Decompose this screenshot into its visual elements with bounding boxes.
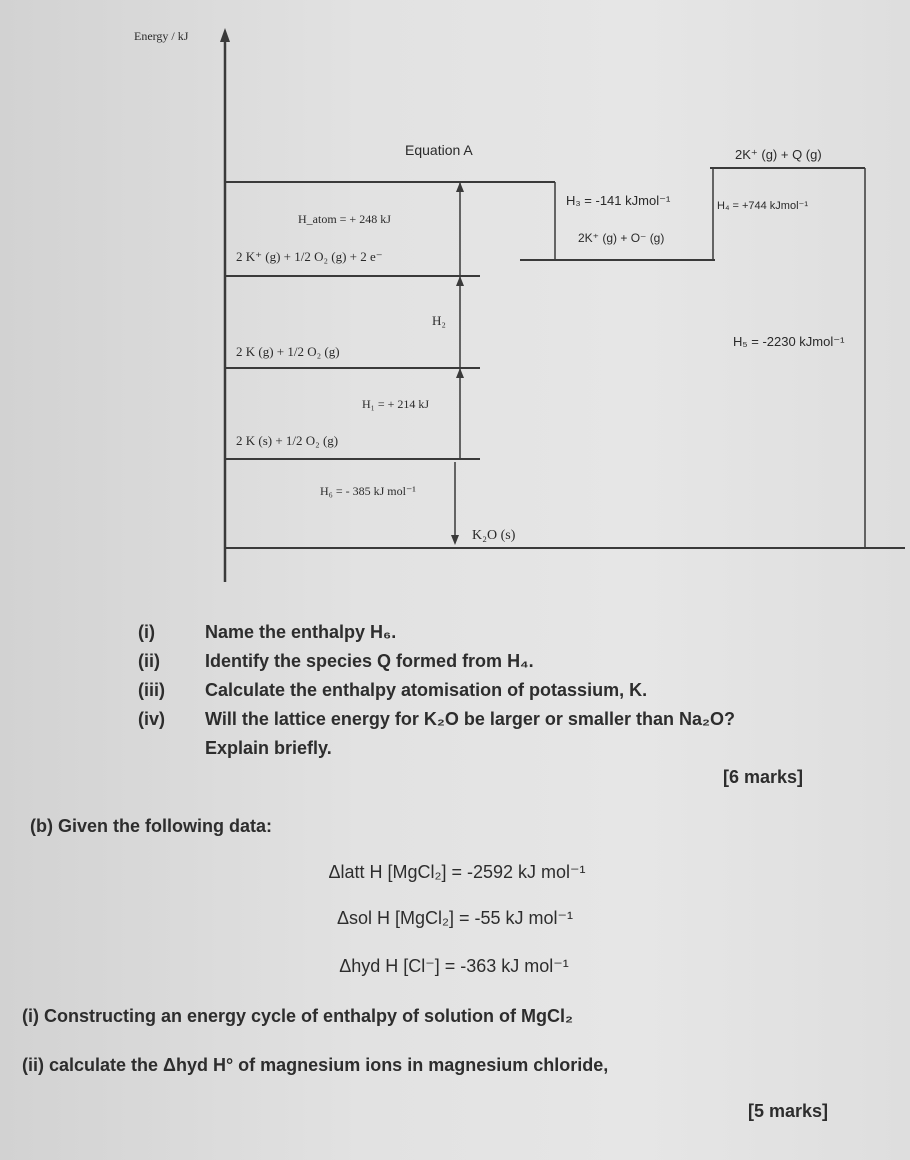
h1-label: H₁ = + 214 kJ xyxy=(362,397,430,411)
equation-a-label: Equation A xyxy=(405,142,473,158)
question-text-ii: Identify the species Q formed from H₄. xyxy=(205,651,534,671)
marks-part-a: [6 marks] xyxy=(723,767,804,787)
part-b-intro: (b) Given the following data: xyxy=(30,816,272,836)
question-num-i: (i) xyxy=(138,622,155,642)
h5-label: H₅ = -2230 kJmol⁻¹ xyxy=(733,334,845,349)
h2-label: H₂ xyxy=(432,313,446,328)
h3-label: H₃ = -141 kJmol⁻¹ xyxy=(566,193,671,208)
data-solution-mgcl2: Δsol H [MgCl₂] = -55 kJ mol⁻¹ xyxy=(336,908,574,928)
data-lattice-mgcl2: Δlatt H [MgCl₂] = -2592 kJ mol⁻¹ xyxy=(328,862,586,882)
h-atom-label: H_atom = + 248 kJ xyxy=(298,212,391,226)
part-b-question-ii: (ii) calculate the Δhyd H° of magnesium ions in magnesium chloride, xyxy=(22,1055,609,1075)
y-axis-label: Energy / kJ xyxy=(134,29,189,43)
question-text-i: Name the enthalpy H₆. xyxy=(205,622,397,642)
question-num-ii: (ii) xyxy=(138,651,160,671)
energy-axis-arrowhead xyxy=(220,28,230,42)
species-2k-solid: 2 K (s) + 1/2 O₂ (g) xyxy=(236,433,339,448)
species-2kq: 2K⁺ (g) + Q (g) xyxy=(735,147,822,162)
marks-part-b: [5 marks] xyxy=(748,1101,829,1121)
question-num-iii: (iii) xyxy=(138,680,165,700)
species-2kplus-ionised: 2 K⁺ (g) + 1/2 O₂ (g) + 2 e⁻ xyxy=(236,249,383,264)
explain-briefly: Explain briefly. xyxy=(205,738,332,758)
species-2k-gas: 2 K (g) + 1/2 O₂ (g) xyxy=(236,344,340,359)
data-hydration-cl: Δhyd H [Cl⁻] = -363 kJ mol⁻¹ xyxy=(339,956,569,976)
question-text-iv: Will the lattice energy for K₂O be larger or smaller than Na₂O? xyxy=(205,709,735,729)
question-text-iii: Calculate the enthalpy atomisation of potassium, K. xyxy=(205,680,648,700)
h4-label: H₄ = +744 kJmol⁻¹ xyxy=(717,200,808,212)
part-b-question-i: (i) Constructing an energy cycle of enthalpy of solution of MgCl₂ xyxy=(22,1006,574,1026)
species-k2o: K₂O (s) xyxy=(472,528,516,543)
h6-label: H₆ = - 385 kJ mol⁻¹ xyxy=(320,484,416,498)
species-2kplus-ominus: 2K⁺ (g) + O⁻ (g) xyxy=(578,231,665,245)
question-num-iv: (iv) xyxy=(138,709,165,729)
